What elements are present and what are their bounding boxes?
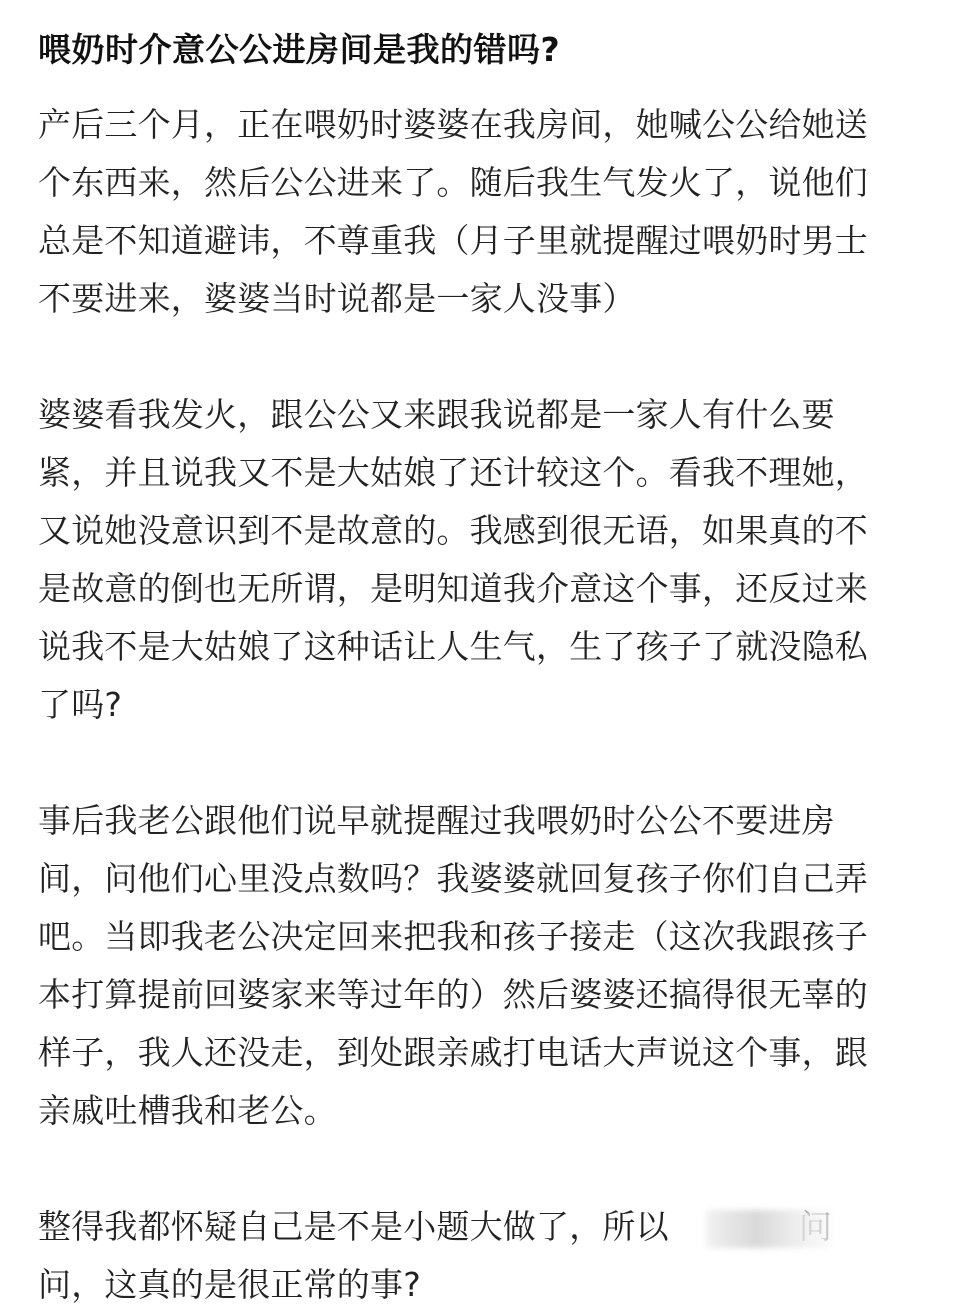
text-line: 产后三个月，正在喂奶时婆婆在我房间，她喊公公给她送: [38, 105, 868, 144]
text-line: 总是不知道避讳，不尊重我（月子里就提醒过喂奶时男士: [38, 221, 868, 260]
redaction-blur: [706, 1210, 832, 1248]
post-title: 喂奶时介意公公进房间是我的错吗?: [38, 30, 561, 69]
text-line: 事后我老公跟他们说早就提醒过我喂奶时公公不要进房: [38, 801, 835, 840]
text-line: 亲戚吐槽我和老公。: [38, 1091, 337, 1130]
text-line: 是故意的倒也无所谓，是明知道我介意这个事，还反过来: [38, 569, 868, 608]
text-line: 又说她没意识到不是故意的。我感到很无语，如果真的不: [38, 511, 868, 550]
text-line: 间，问他们心里没点数吗？我婆婆就回复孩子你们自己弄: [38, 859, 868, 898]
text-line: 婆婆看我发火，跟公公又来跟我说都是一家人有什么要: [38, 395, 835, 434]
text-line: 吧。当即我老公决定回来把我和孩子接走（这次我跟孩子: [38, 917, 868, 956]
text-line: 本打算提前回婆家来等过年的）然后婆婆还搞得很无辜的: [38, 975, 868, 1014]
text-line: 紧，并且说我又不是大姑娘了还计较这个。看我不理她，: [38, 453, 868, 492]
text-line: 问，这真的是很正常的事?: [38, 1265, 421, 1304]
paragraph-1: [38, 96, 868, 328]
text-line: 说我不是大姑娘了这种话让人生气，生了孩子了就没隐私: [38, 627, 868, 666]
post-content: [38, 0, 926, 1304]
paragraph-3: [38, 792, 868, 1140]
text-line: 个东西来，然后公公进来了。随后我生气发火了，说他们: [38, 163, 868, 202]
text-line: 了吗?: [38, 685, 123, 724]
text-segment: 整得我都怀疑自己是不是小题大做了，所以: [38, 1207, 669, 1246]
text-line: 样子，我人还没走，到处跟亲戚打电话大声说这个事，跟: [38, 1033, 868, 1072]
text-line: 不要进来，婆婆当时说都是一家人没事）: [38, 279, 636, 318]
paragraph-2: [38, 386, 868, 734]
